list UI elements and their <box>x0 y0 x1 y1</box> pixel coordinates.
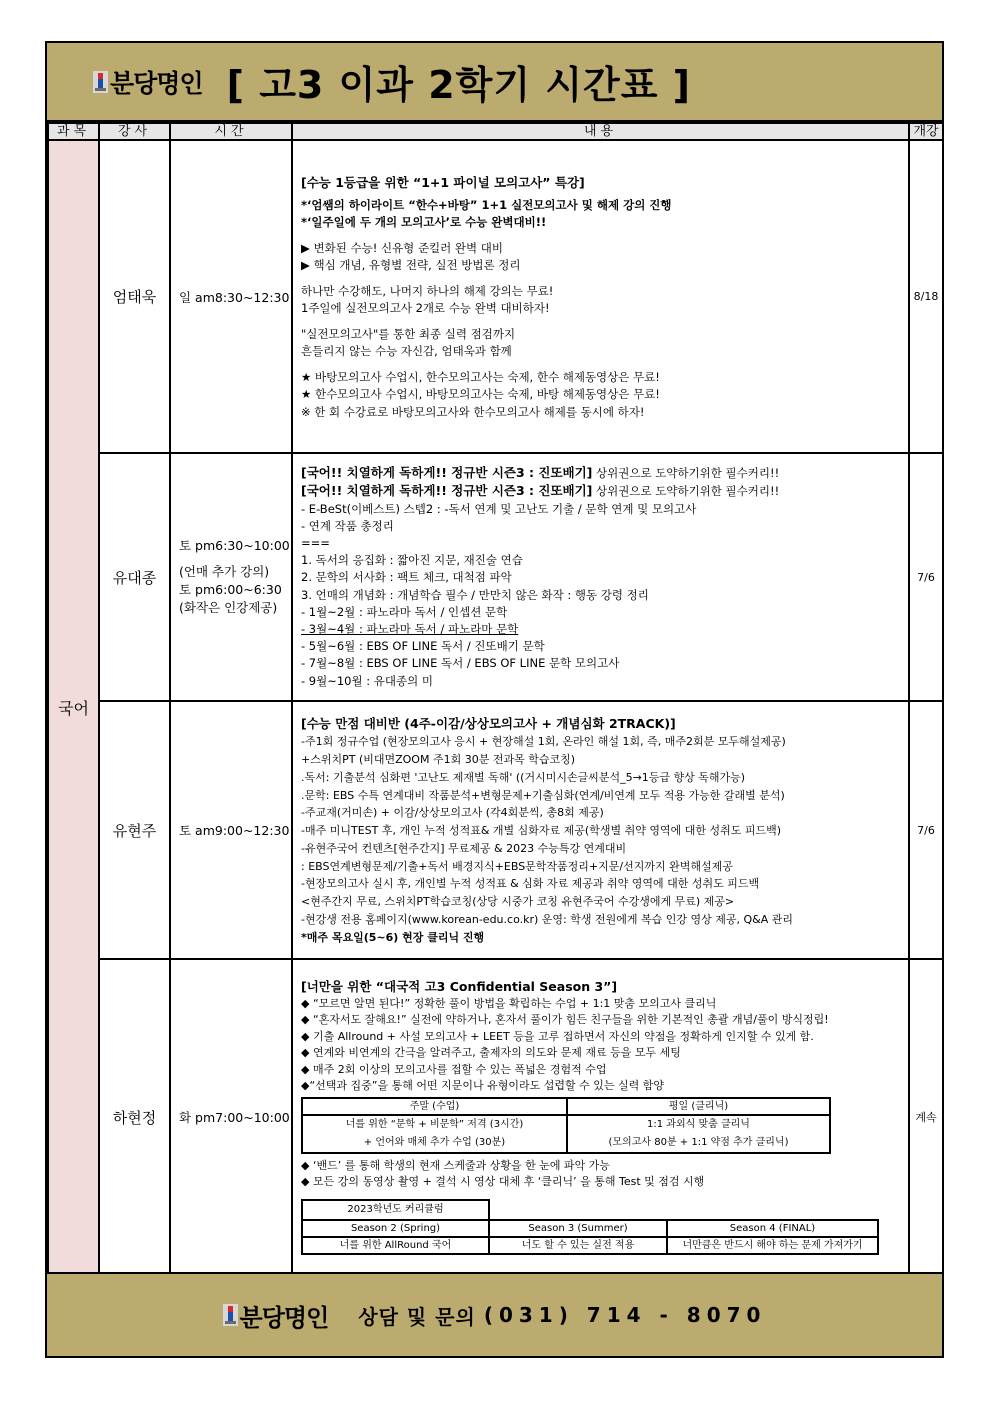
class-time: 화 pm7:00~10:00 <box>170 959 292 1275</box>
text-line: 3. 언매의 개념화 : 개념학습 필수 / 만만치 않은 화작 : 행동 강령 정리 <box>301 587 649 602</box>
open-date: 7/6 <box>909 453 943 701</box>
brand-logo-icon <box>223 1304 238 1326</box>
season-label: Season 4 (FINAL) <box>667 1220 878 1237</box>
header-open: 개강 <box>909 123 943 140</box>
heading-rest: 상위권으로 도약하기위한 필수커리!! <box>592 484 780 499</box>
schedule-table <box>47 122 944 1276</box>
time-line: 토 pm6:00~6:30 <box>179 582 282 597</box>
mini-cell <box>302 1115 567 1153</box>
text-line: -주1회 정규수업 (현장모의고사 응시 + 현장해설 1회, 온라인 해설 1회, 즉, 매주2회분 모두해설제공) <box>301 735 786 749</box>
bullet-line: ▶ 핵심 개념, 유형별 전략, 실전 방법론 정리 <box>301 258 521 272</box>
time-line: (화작은 인강제공) <box>179 600 278 615</box>
diamond-line: ◆ “모르면 알면 된다!” 정확한 풀이 방법을 확립하는 수업 + 1:1 맞춤 모의고사 클리닉 <box>301 996 717 1010</box>
diamond-line: ◆“선택과 집중”을 통해 어떤 지문이나 유형이라도 섭렵할 수 있는 실력 함양 <box>301 1079 664 1093</box>
text-line: +스위치PT (비대면ZOOM 주1회 30분 전과목 학습코칭) <box>301 752 575 766</box>
teacher-name: 하현정 <box>99 959 170 1275</box>
table-row <box>48 140 943 453</box>
header-teacher: 강사 <box>99 123 170 140</box>
class-time: 토 am9:00~12:30 <box>170 701 292 959</box>
header-content: 내용 <box>292 123 909 140</box>
season-description: 너도 할 수 있는 실전 적용 <box>489 1237 667 1254</box>
course-heading <box>301 482 900 500</box>
course-description <box>292 959 909 1275</box>
class-time: 일 am8:30~12:30 <box>170 140 292 453</box>
footer-banner <box>47 1272 942 1356</box>
text-line: -현강생 전용 홈페이지(www.korean-edu.co.kr) 운영: 학생 전원에게 복습 인강 영상 제공, Q&A 관리 <box>301 913 793 927</box>
star-line: ★ 바탕모의고사 수업시, 한수모의고사는 숙제, 한수 해제동영상은 무료! <box>301 369 660 384</box>
course-description <box>292 453 909 701</box>
phone-number: (031) 714 - 8070 <box>483 1303 767 1327</box>
text-line: "실전모의고사"를 통한 최종 실력 점검까지 <box>301 326 516 341</box>
teacher-name: 유현주 <box>99 701 170 959</box>
mini-header: 주말 (수업) <box>302 1098 567 1115</box>
diamond-line: ◆ 연계와 비연계의 간극을 알려주고, 출제자의 의도와 문제 재료 등을 모두 세팅 <box>301 1046 681 1060</box>
teacher-name: 유대종 <box>99 453 170 701</box>
weekly-schedule-table <box>301 1097 831 1154</box>
highlight-line: *‘엄쌤의 하이라이트 “한수+바탕” 1+1 실전모의고사 및 해제 강의 진행 <box>301 197 672 212</box>
time-line: (언매 추가 강의) <box>179 564 270 579</box>
class-time <box>170 453 292 701</box>
text-line: -매주 미니TEST 후, 개인 누적 성적표& 개별 심화자료 제공(학생별 취약 영역에 대한 성취도 피드백) <box>301 824 781 838</box>
course-heading: [너만을 위한 “대국적 고3 Confidential Season 3”] <box>301 979 618 995</box>
text-line: 1. 독서의 응집화 : 짧아진 지문, 재진술 연습 <box>301 553 523 568</box>
brand <box>223 1298 329 1333</box>
open-date: 8/18 <box>909 140 943 453</box>
diamond-line: ◆ 매주 2회 이상의 모의고사를 접할 수 있는 폭넓은 경험적 수업 <box>301 1062 607 1076</box>
heading-rest: 상위권으로 도약하기위한 필수커리!! <box>592 466 780 481</box>
header-time: 시간 <box>170 123 292 140</box>
text-line: 1주일에 실전모의고사 2개로 수능 완벽 대비하자! <box>301 301 550 315</box>
season-label: Season 2 (Spring) <box>302 1220 489 1237</box>
text-line: <현주간지 무료, 스위치PT학습코칭(상당 시중가 코칭 유현주국어 수강생에게 무료) 제공> <box>301 895 735 909</box>
course-heading: [수능 1등급을 위한 “1+1 파이널 모의고사” 특강] <box>301 175 585 190</box>
table-row <box>48 453 943 701</box>
time-line: 토 pm6:30~10:00 <box>179 538 290 553</box>
header-subject: 과목 <box>48 123 99 140</box>
text-line: -주교재(거미손) + 이감/상상모의고사 (각4회분씩, 총8회 제공) <box>301 806 604 820</box>
text-line: - 연계 작품 총정리 <box>301 518 394 533</box>
course-heading: [수능 만점 대비반 (4주-이감/상상모의고사 + 개념심화 2TRACK)] <box>301 716 676 732</box>
page-title: [ 고3 이과 2학기 시간표 ] <box>226 63 692 107</box>
season-description: 너를 위한 AllRound 국어 <box>302 1237 489 1254</box>
highlight-line: *‘일주일에 두 개의 모의고사’로 수능 완벽대비!! <box>301 215 547 229</box>
text-line: .독서: 기출분석 심화편 '고난도 제재별 독해' ((거시미시손글씨분석_5→1등급 향상 독해가능) <box>301 770 746 784</box>
table-header-row <box>48 123 943 140</box>
text-line: - 5월~6월 : EBS OF LINE 독서 / 진또배기 문학 <box>301 639 545 654</box>
text-line: -현장모의고사 실시 후, 개인별 누적 성적표 & 심화 자료 제공과 취약 영역에 대한 성취도 피드백 <box>301 877 760 891</box>
mini-cell-line: 너를 위한 “문학 + 비문학” 저격 (3시간) <box>345 1118 524 1130</box>
subject-cell: 국어 <box>48 140 99 1275</box>
text-line: : EBS연계변형문제/기출+독서 배경지식+EBS문학작품정리+지문/선지까지 완벽해설제공 <box>301 859 733 873</box>
text-line: 2. 문학의 서사화 : 팩트 체크, 대척점 파악 <box>301 570 512 585</box>
teacher-name: 엄태욱 <box>99 140 170 453</box>
heading-bold: [국어!! 치열하게 독하게!! 정규반 시즌3 : 진또배기] <box>301 483 593 499</box>
text-line: - 9월~10월 : 유대종의 미 <box>301 673 433 688</box>
mini-cell <box>567 1115 830 1153</box>
table-row <box>48 959 943 1275</box>
timetable-page <box>45 41 944 1358</box>
season-description: 너만큼은 반드시 해야 하는 문제 가져가기 <box>667 1237 878 1254</box>
diamond-line: ◆ 모든 강의 동영상 촬영 + 결석 시 영상 대체 후 ‘클리닉’ 을 통해 Test 및 점검 시행 <box>301 1175 705 1189</box>
season-label: Season 3 (Summer) <box>489 1220 667 1237</box>
open-date: 계속 <box>909 959 943 1275</box>
heading-bold: [국어!! 치열하게 독하게!! 정규반 시즌3 : 진또배기] <box>301 465 593 481</box>
table-row <box>48 701 943 959</box>
text-line: 흔들리지 않는 수능 자신감, 엄태욱과 함께 <box>301 344 512 358</box>
brand <box>93 64 203 100</box>
header-banner <box>47 43 942 122</box>
course-heading <box>301 464 900 482</box>
diamond-line: ◆ 기출 Allround + 사설 모의고사 + LEET 등을 고루 접하면서 자신의 약점을 정확하게 인지할 수 있게 함. <box>301 1029 814 1043</box>
mini-cell-line: (모의고사 80분 + 1:1 약점 추가 클리닉) <box>608 1136 789 1148</box>
text-line: - E-BeSt(이베스트) 스텝2 : -독서 연계 및 고난도 기출 / 문학 연계 및 모의고사 <box>301 501 697 516</box>
text-line: .문학: EBS 수특 연계대비 작품분석+변형문제+기출심화(연계/비연계 모두 적용 가능한 갈래별 분석) <box>301 788 785 802</box>
brand-name: 분당명인 <box>239 1303 329 1332</box>
text-line: 하나만 수강해도, 나머지 하나의 해제 강의는 무료! <box>301 283 554 298</box>
clinic-note: *매주 목요일(5~6) 현장 클리닉 진행 <box>301 930 485 944</box>
text-line: === <box>301 535 330 550</box>
diamond-line: ◆ ‘밴드’ 를 통해 학생의 현재 스케줄과 상황을 한 눈에 파악 가능 <box>301 1158 610 1172</box>
mini-header: 평일 (클리닉) <box>567 1098 830 1115</box>
diamond-line: ◆ “혼자서도 잘해요!” 실전에 약하거나, 혼자서 풀이가 힘든 친구들을 위한 기본적인 총괄 개념/풀이 방식정립! <box>301 1013 829 1027</box>
mini-cell-line: 1:1 과외식 맞춤 클리닉 <box>647 1118 750 1130</box>
text-line-underlined: - 3월~4월 : 파노라마 독서 / 파노라마 문학 <box>301 622 519 636</box>
open-date: 7/6 <box>909 701 943 959</box>
text-line: -유현주국어 컨텐츠[현주간지] 무료제공 & 2023 수능특강 연계대비 <box>301 841 627 855</box>
brand-name: 분당명인 <box>110 68 203 98</box>
contact-label: 상담 및 문의 <box>358 1304 476 1329</box>
mini-cell-line: + 언어와 매체 추가 수업 (30분) <box>363 1136 506 1148</box>
note-line: ※ 한 회 수강료로 바탕모의고사와 한수모의고사 해제를 동시에 하자! <box>301 404 645 419</box>
curriculum-title: 2023학년도 커리큘럼 <box>302 1200 489 1220</box>
curriculum-table <box>301 1199 879 1255</box>
text-line: - 7월~8월 : EBS OF LINE 독서 / EBS OF LINE 문학 모의고사 <box>301 656 620 671</box>
course-description <box>292 701 909 959</box>
course-description <box>292 140 909 453</box>
star-line: ★ 한수모의고사 수업시, 바탕모의고사는 숙제, 바탕 해제동영상은 무료! <box>301 387 660 401</box>
text-line: - 1월~2월 : 파노라마 독서 / 인셉션 문학 <box>301 604 508 619</box>
brand-logo-icon <box>93 71 108 93</box>
bullet-line: ▶ 변화된 수능! 신유형 준킬러 완벽 대비 <box>301 240 504 255</box>
